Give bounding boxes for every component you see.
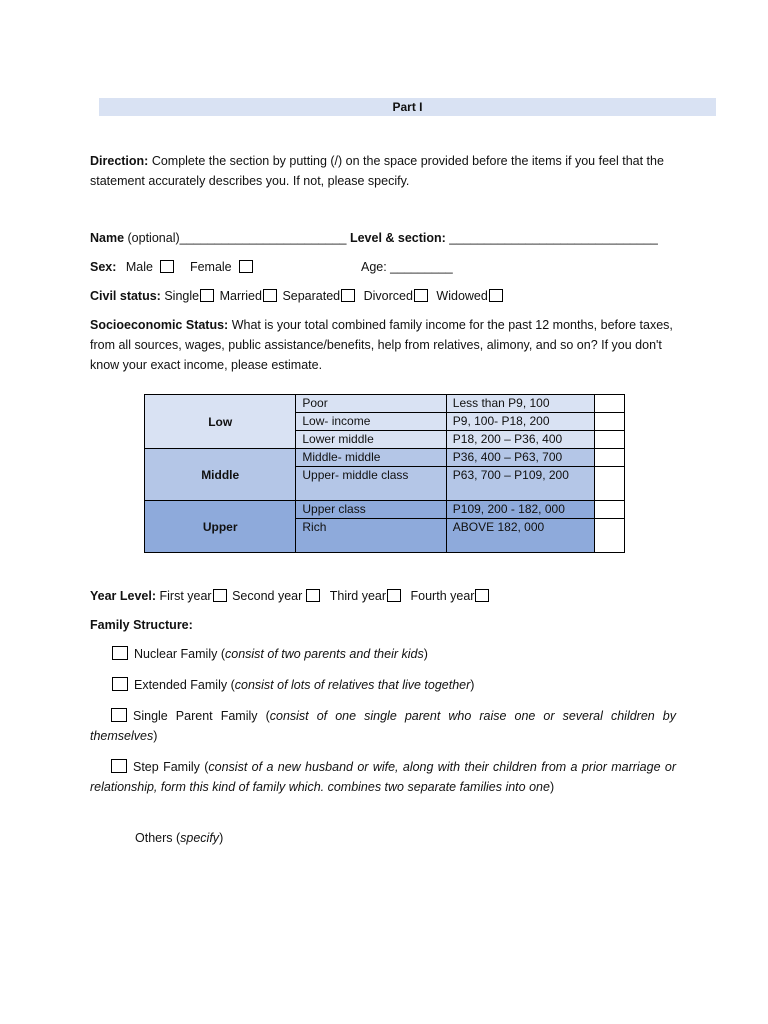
step-family-checkbox[interactable] bbox=[111, 759, 127, 773]
group-middle: Middle bbox=[145, 449, 296, 501]
family-name: Single Parent Family bbox=[133, 709, 258, 723]
female-checkbox[interactable] bbox=[239, 260, 253, 273]
group-upper: Upper bbox=[145, 501, 296, 553]
table-row bbox=[145, 501, 625, 519]
civil-status-line bbox=[90, 287, 505, 305]
table-row bbox=[145, 395, 625, 413]
widowed-checkbox[interactable] bbox=[489, 289, 503, 302]
family-others: Others (specify) bbox=[135, 831, 224, 845]
range-cell: P63, 700 – P109, 200 bbox=[446, 467, 594, 501]
year-level-line bbox=[90, 587, 491, 605]
third-year-checkbox[interactable] bbox=[387, 589, 401, 602]
class-cell: Middle- middle bbox=[296, 449, 446, 467]
range-cell: P9, 100- P18, 200 bbox=[446, 413, 594, 431]
civil-option-widowed: Widowed bbox=[436, 289, 488, 303]
answer-cell[interactable] bbox=[595, 395, 625, 413]
sex-line bbox=[90, 258, 255, 276]
family-desc: consist of lots of relatives that live together bbox=[234, 678, 471, 692]
nuclear-checkbox[interactable] bbox=[112, 646, 128, 660]
class-cell: Upper class bbox=[296, 501, 446, 519]
civil-status-label: Civil status: bbox=[90, 289, 161, 303]
sex-label: Sex: bbox=[90, 260, 117, 274]
family-item-single-parent: Single Parent Family (consist of one single parent who raise one or several children by themselves) bbox=[90, 709, 677, 743]
year-option-second: Second year bbox=[232, 589, 303, 603]
answer-cell[interactable] bbox=[595, 431, 625, 449]
civil-option-single: Single bbox=[164, 289, 200, 303]
single-parent-checkbox[interactable] bbox=[111, 708, 127, 722]
family-item-extended: Extended Family (consist of lots of relatives that live together) bbox=[111, 676, 474, 694]
extended-checkbox[interactable] bbox=[112, 677, 128, 691]
range-cell: P109, 200 - 182, 000 bbox=[446, 501, 594, 519]
first-year-checkbox[interactable] bbox=[213, 589, 227, 602]
family-structure-heading: Family Structure: bbox=[90, 618, 193, 632]
separated-checkbox[interactable] bbox=[341, 289, 355, 302]
civil-option-married: Married bbox=[219, 289, 262, 303]
class-cell: Lower middle bbox=[296, 431, 446, 449]
range-cell: Less than P9, 100 bbox=[446, 395, 594, 413]
single-checkbox[interactable] bbox=[200, 289, 214, 302]
socioeconomic-text: What is your total combined family income for the past 12 months, before taxes, from all sources, wages, public assistance/benefits, help from relatives, alimony, and so on? If you don't know your exact income, please estimate. bbox=[90, 318, 673, 372]
fourth-year-checkbox[interactable] bbox=[475, 589, 489, 602]
family-item-nuclear: Nuclear Family (consist of two parents and their kids) bbox=[111, 645, 428, 663]
answer-cell[interactable] bbox=[595, 467, 625, 501]
answer-cell[interactable] bbox=[595, 413, 625, 431]
range-cell: ABOVE 182, 000 bbox=[446, 519, 594, 553]
family-name: Extended Family bbox=[134, 678, 228, 692]
table-row bbox=[145, 449, 625, 467]
family-desc: consist of a new husband or wife, along with their children from a prior marriage or relationship, form this kind of family which. combines two separate families into one bbox=[90, 760, 676, 794]
name-label: Name bbox=[90, 231, 125, 245]
male-checkbox[interactable] bbox=[160, 260, 174, 273]
class-cell: Low- income bbox=[296, 413, 446, 431]
family-structure-label bbox=[90, 616, 193, 634]
class-cell: Rich bbox=[296, 519, 446, 553]
year-level-label: Year Level: bbox=[90, 589, 157, 603]
answer-cell[interactable] bbox=[595, 449, 625, 467]
class-cell: Poor bbox=[296, 395, 446, 413]
year-option-first: First year bbox=[159, 589, 212, 603]
others-hint: specify bbox=[180, 831, 220, 845]
year-option-fourth: Fourth year bbox=[410, 589, 475, 603]
name-line bbox=[90, 229, 658, 247]
year-option-third: Third year bbox=[329, 589, 387, 603]
family-desc: consist of two parents and their kids bbox=[225, 647, 424, 661]
family-name: Step Family bbox=[133, 760, 200, 774]
female-label: Female bbox=[189, 260, 232, 274]
second-year-checkbox[interactable] bbox=[306, 589, 320, 602]
socioeconomic-paragraph bbox=[90, 315, 682, 375]
male-label: Male bbox=[125, 260, 153, 274]
group-low: Low bbox=[145, 395, 296, 449]
age-field[interactable]: Age: _________ bbox=[361, 260, 453, 274]
level-label: Level & section: bbox=[349, 231, 446, 245]
level-field[interactable]: ______________________________ bbox=[445, 231, 658, 245]
part-title: Part I bbox=[99, 98, 716, 116]
range-cell: P36, 400 – P63, 700 bbox=[446, 449, 594, 467]
socioeconomic-label: Socioeconomic Status: bbox=[90, 318, 229, 332]
class-cell: Upper- middle class bbox=[296, 467, 446, 501]
range-cell: P18, 200 – P36, 400 bbox=[446, 431, 594, 449]
family-item-step: Step Family (consist of a new husband or wife, along with their children from a prior marriage or relationship, form this kind of family which. combines two separate families into one) bbox=[90, 760, 676, 794]
family-name: Nuclear Family bbox=[134, 647, 218, 661]
civil-option-divorced: Divorced bbox=[363, 289, 413, 303]
family-desc: consist of one single parent who raise one or several children by themselves bbox=[90, 709, 677, 743]
answer-cell[interactable] bbox=[595, 501, 625, 519]
direction-text: Complete the section by putting (/) on the space provided before the items if you feel that the statement accurately describes you. If not, please specify. bbox=[90, 154, 664, 188]
name-field[interactable]: (optional)________________________ bbox=[124, 231, 350, 245]
direction-paragraph bbox=[90, 151, 680, 191]
divorced-checkbox[interactable] bbox=[414, 289, 428, 302]
civil-option-separated: Separated bbox=[282, 289, 341, 303]
income-table bbox=[144, 394, 625, 553]
direction-label: Direction: bbox=[90, 154, 149, 168]
answer-cell[interactable] bbox=[595, 519, 625, 553]
others-label: Others bbox=[135, 831, 173, 845]
married-checkbox[interactable] bbox=[263, 289, 277, 302]
